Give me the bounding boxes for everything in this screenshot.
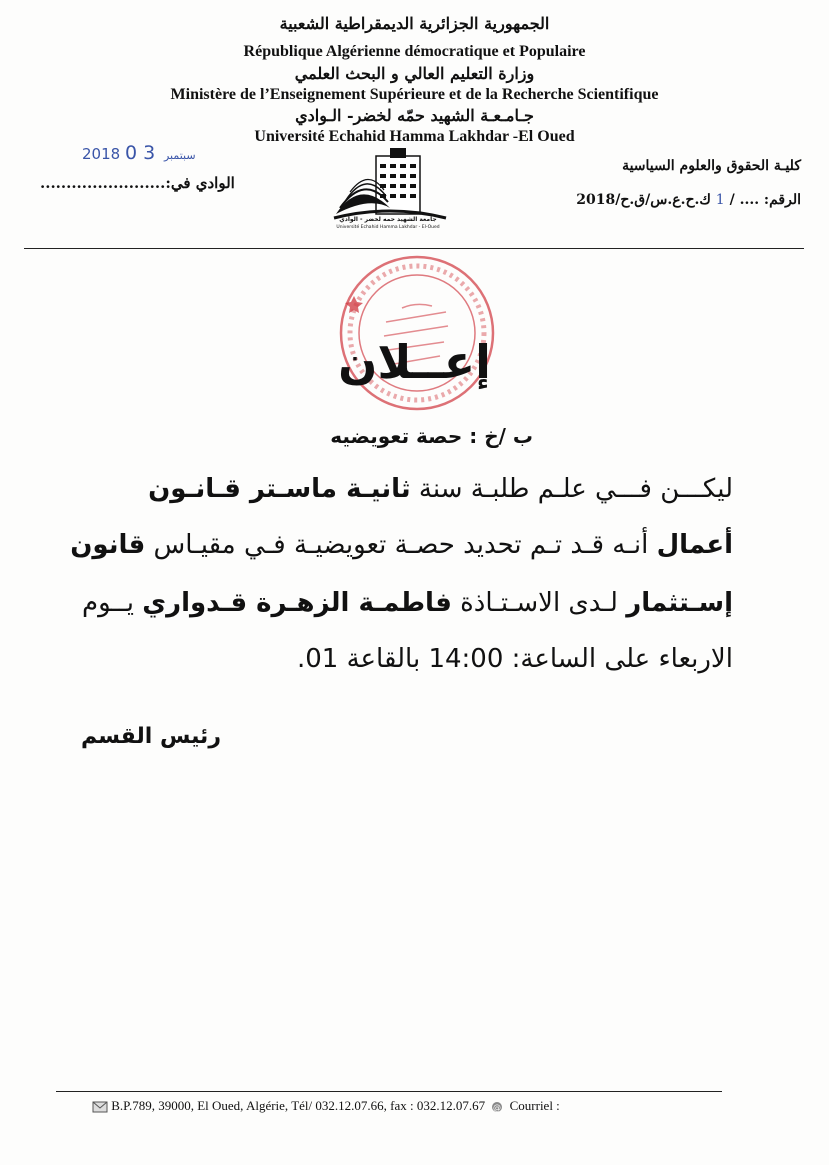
- body-line-2: [70, 530, 733, 560]
- body-line-1-emphasis: ثانيـة ماسـتر قـانـون: [148, 474, 411, 504]
- university-arabic: جـامـعـة الشهيد حمّه لخضر- الـوادي: [295, 106, 534, 125]
- reference-number: [576, 192, 801, 208]
- announcement-title: إعــلان: [338, 335, 491, 389]
- faculty-name: كليـة الحقوق والعلوم السياسية: [622, 158, 801, 174]
- received-date-stamp: [82, 142, 200, 164]
- footer-email-label: Courriel :: [509, 1098, 560, 1113]
- place-and-date: الوادي في:........................: [40, 174, 235, 192]
- ministry-french: Ministère de l’Enseignement Supérieure et de la Recherche Scientifique: [170, 86, 659, 103]
- body-line-2-text: أنـه قـد تـم تحديد حصـة تعويضيـة فـي مقيـاس: [145, 530, 657, 560]
- university-french: Université Echahid Hamma Lakhdar -El Oued: [254, 128, 575, 145]
- body-line-1-text: ليكـــن فـــي علـم طلبـة سنة: [410, 474, 733, 504]
- footer-contact: [92, 1098, 560, 1114]
- date-stamp-month: سبتمبر: [163, 149, 196, 162]
- republic-arabic: الجمهورية الجزائرية الديمقراطية الشعبية: [279, 14, 550, 33]
- mail-icon: [92, 1101, 108, 1113]
- body-line-4: الاربعاء على الساعة: 14:00 بالقاعة 01.: [296, 644, 733, 674]
- body-line-3-module: إسـتثمار: [626, 588, 733, 618]
- body-line-1: [148, 474, 733, 504]
- footer-address: B.P.789, 39000, El Oued, Algérie, Tél/ 032.12.07.66, fax : 032.12.07.67: [111, 1098, 486, 1113]
- body-line-3-day-label: يــوم: [82, 588, 143, 618]
- republic-french: République Algérienne démocratique et Populaire: [243, 43, 586, 60]
- body-line-2-emphasis-end: قانون: [70, 530, 146, 560]
- university-logo: [330, 138, 450, 238]
- announcement-subject: ب /خ : حصة تعويضيه: [330, 424, 533, 448]
- logo-caption-arabic: جامعة الشهيد حمه لخضر - الوادي: [339, 216, 437, 223]
- body-line-3-text: لـدى الاسـتـاذة: [451, 588, 627, 618]
- reference-suffix: ك.ح.ع.س/ق.ح/2018: [576, 192, 711, 208]
- header-divider: [24, 248, 804, 249]
- reference-handwritten-mark: 1: [715, 192, 725, 208]
- body-line-3-teacher: فاطمـة الزهـرة قـدواري: [142, 588, 452, 618]
- svg-text:@: @: [493, 1103, 502, 1113]
- footer-divider: [56, 1091, 722, 1092]
- date-stamp-year: 2018: [82, 145, 121, 163]
- date-stamp-day: 3 0: [124, 142, 156, 164]
- official-seal-stamp: [336, 252, 498, 414]
- email-icon: [488, 1101, 506, 1113]
- ministry-arabic: وزارة التعليم العالي و البحث العلمي: [294, 64, 535, 83]
- body-line-3: [82, 588, 733, 618]
- logo-caption-french: Université Echahid Hamma Lakhdar - El-Oued: [336, 225, 440, 230]
- reference-label: الرقم: .... /: [729, 192, 801, 208]
- body-line-2-emphasis-start: أعمال: [656, 530, 733, 560]
- department-head-signature: رئيس القسم: [81, 724, 221, 749]
